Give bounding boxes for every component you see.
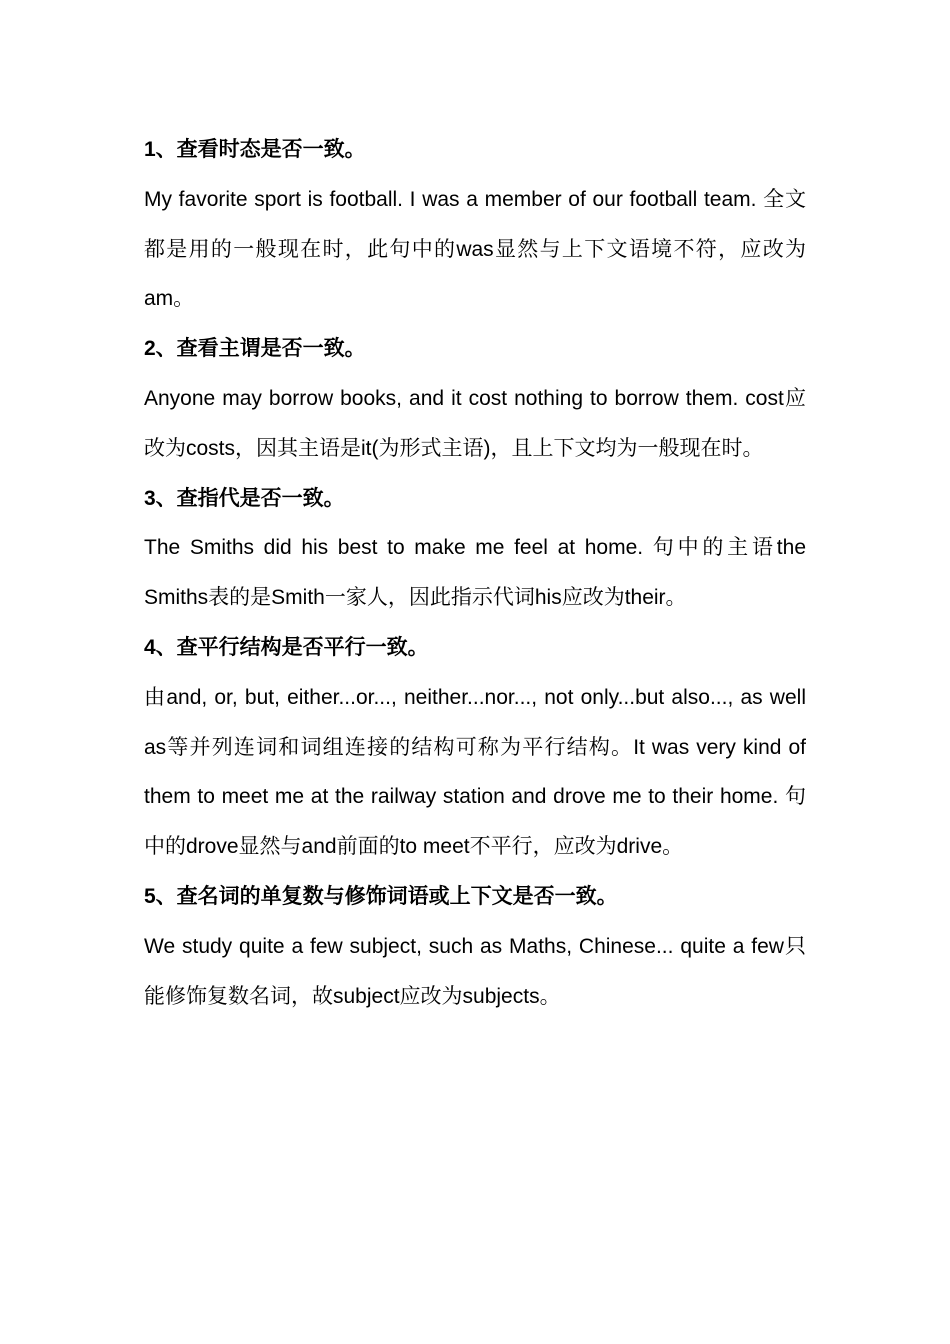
- section-4-body: 由and, or, but, either...or..., neither...nor..., not only...but also..., as well as等并列连词和词组连接的结构可称为平行结构。It was very kind of them to meet me at the railway station and drove me to their home. 句中的drove显然与and前面的to meet不平行，应改为drive。: [144, 685, 806, 859]
- document-content: [144, 125, 806, 1021]
- section-1-heading: 1、查看时态是否一致。: [144, 138, 366, 161]
- section-4-heading: 4、查平行结构是否平行一致。: [144, 635, 429, 659]
- section-1-body: My favorite sport is football. I was a member of our football team. 全文都是用的一般现在时，此句中的was显然与上下文语境不符，应改为am。: [144, 187, 806, 311]
- section-3-heading: 3、查指代是否一致。: [144, 486, 345, 510]
- section-2-heading: 2、查看主谓是否一致。: [144, 337, 366, 361]
- section-3-body: The Smiths did his best to make me feel at home. 句中的主语the Smiths表的是Smith一家人，因此指示代词his应改为their。: [144, 536, 806, 610]
- section-5-body: We study quite a few subject, such as Maths, Chinese... quite a few只能修饰复数名词，故subject应改为subjects。: [144, 934, 806, 1008]
- section-5-heading: 5、查名词的单复数与修饰词语或上下文是否一致。: [144, 884, 618, 908]
- section-2-body: Anyone may borrow books, and it cost nothing to borrow them. cost应改为costs，因其主语是it(为形式主语)，且上下文均为一般现在时。: [144, 386, 806, 460]
